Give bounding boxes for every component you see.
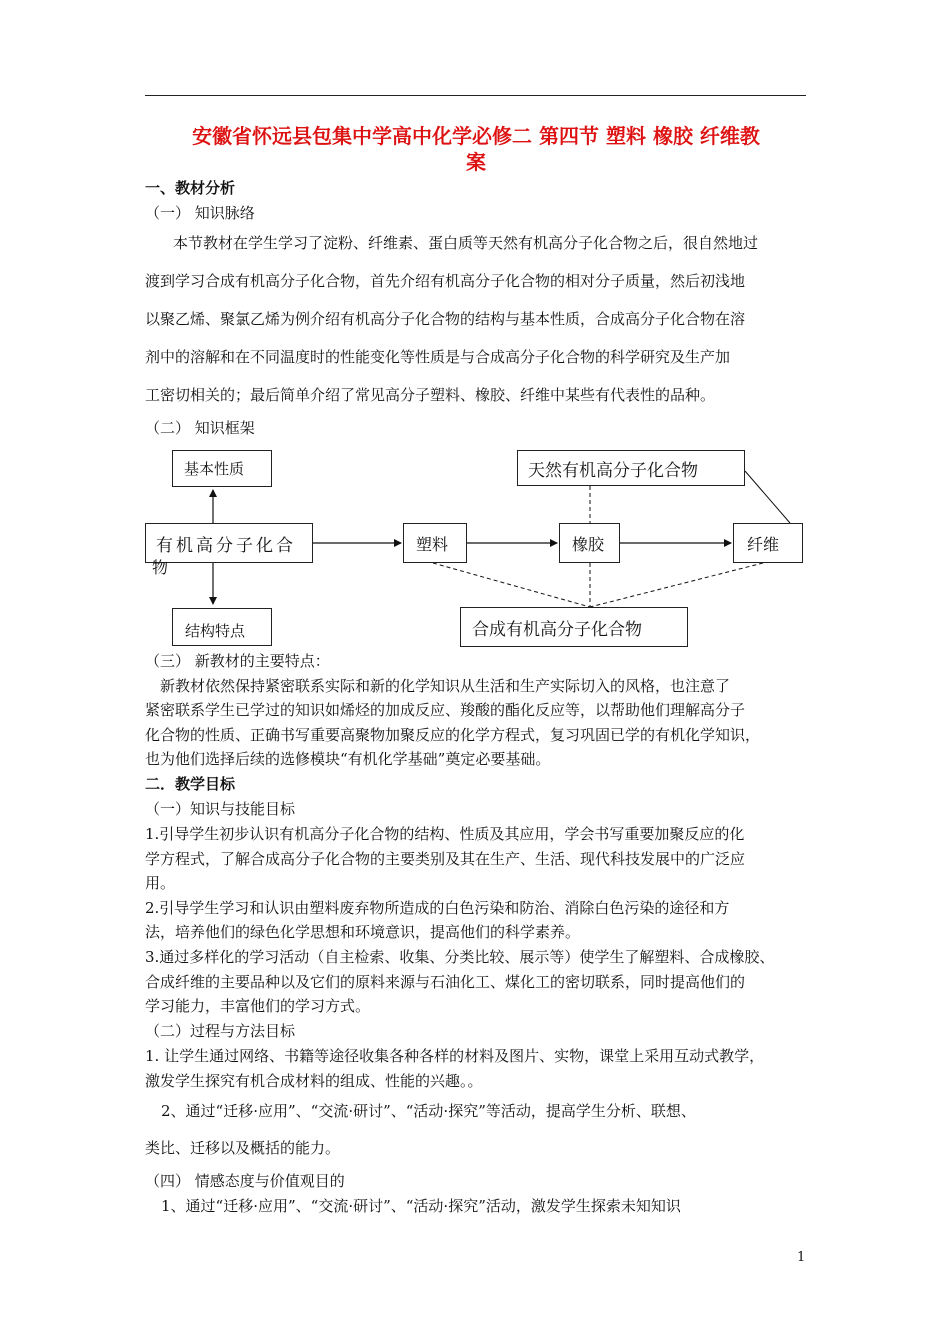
goal-line: 3.通过多样化的学习活动（自主检索、收集、分类比较、展示等）使学生了解塑料、合成橡胶、 [145, 948, 775, 966]
para3-line: 紧密联系学生已学过的知识如烯烃的加成反应、羧酸的酯化反应等，以帮助他们理解高分子 [145, 701, 746, 719]
organic-polymer-label-wrap: 物 [152, 558, 169, 577]
fiber-label: 纤维 [747, 534, 780, 554]
synthetic-polymer-label: 合成有机高分子化合物 [472, 619, 642, 640]
para3-line: 新教材依然保持紧密联系实际和新的化学知识从生活和生产实际切入的风格，也注意了 [160, 677, 731, 695]
goal-line: 法，培养他们的绿色化学思想和环境意识，提高他们的科学素养。 [145, 923, 581, 941]
page-number: 1 [797, 1250, 806, 1265]
structure-features-label: 结构特点 [185, 622, 246, 640]
section2-heading: 二．教学目标 [145, 775, 236, 793]
goal-line: 合成纤维的主要品种以及它们的原料来源与石油化工、煤化工的密切联系，同时提高他们的 [145, 973, 746, 991]
synthetic-fiber-link [590, 563, 763, 607]
para1-line: 本节教材在学生学习了淀粉、纤维素、蛋白质等天然有机高分子化合物之后，很自然地过 [173, 234, 759, 252]
section1-heading: 一、教材分析 [145, 179, 236, 197]
plastic-label: 塑料 [416, 534, 449, 554]
process-line: 类比、迁移以及概括的能力。 [145, 1139, 341, 1157]
goal-line: 2.引导学生学习和认识由塑料废弃物所造成的白色污染和防治、消除白色污染的途径和方 [145, 899, 730, 917]
para1-line: 渡到学习合成有机高分子化合物，首先介绍有机高分子化合物的相对分子质量，然后初浅地 [145, 272, 746, 290]
basic-properties-box [172, 450, 272, 487]
basic-properties-label: 基本性质 [184, 460, 245, 478]
natural-polymer-box [517, 450, 745, 486]
organic-polymer-label: 有机高分子化合 [156, 535, 296, 556]
rubber-box [559, 523, 620, 563]
goal-line: 用。 [145, 874, 176, 892]
process-line: 1. 让学生通过网络、书籍等途径收集各种各样的材料及图片、实物，课堂上采用互动式教学， [145, 1047, 765, 1065]
para3-line: 也为他们选择后续的选修模块“有机化学基础”奠定必要基础。 [145, 750, 551, 768]
goal-line: 学习能力，丰富他们的学习方式。 [145, 997, 371, 1015]
plastic-box [403, 523, 467, 563]
section1-sub2: （二） 知识框架 [145, 419, 255, 437]
goal-line: 1.引导学生初步认识有机高分子化合物的结构、性质及其应用，学会书写重要加聚反应的化 [145, 825, 745, 843]
structure-features-box [172, 608, 272, 646]
para1-line: 剂中的溶解和在不同温度时的性能变化等性质是与合成高分子化合物的科学研究及生产加 [145, 348, 731, 366]
goal-line: 学方程式，了解合成高分子化合物的主要类别及其在生产、生活、现代科技发展中的广泛应 [145, 850, 746, 868]
doc-title-line1: 安徽省怀远县包集中学高中化学必修二 第四节 塑料 橡胶 纤维教 [192, 124, 760, 148]
section1-sub1: （一） 知识脉络 [145, 204, 255, 222]
rubber-label: 橡胶 [572, 534, 605, 554]
doc-title-line2: 案 [466, 150, 486, 174]
section1-sub3: （三） 新教材的主要特点： [145, 652, 330, 670]
organic-polymer-box [145, 523, 313, 563]
para1-line: 以聚乙烯、聚氯乙烯为例介绍有机高分子化合物的结构与基本性质，合成高分子化合物在溶 [145, 310, 746, 328]
process-line: 激发学生探究有机合成材料的组成、性能的兴趣。。 [145, 1072, 483, 1090]
section2-sub1: （一）知识与技能目标 [145, 800, 296, 818]
process-line: 2、通过“迁移·应用”、“交流·研讨”、“活动·探究”等活动，提高学生分析、联想、 [161, 1102, 696, 1120]
fiber-box [733, 523, 803, 563]
synthetic-plastic-link [433, 563, 590, 607]
para3-line: 化合物的性质、正确书写重要高聚物加聚反应的化学方程式，复习巩固已学的有机化学知识， [145, 726, 761, 744]
section2-sub4: （四） 情感态度与价值观目的 [145, 1172, 345, 1190]
natural-polymer-label: 天然有机高分子化合物 [528, 460, 698, 481]
synthetic-polymer-box [460, 607, 688, 647]
section2-sub2: （二）过程与方法目标 [145, 1022, 296, 1040]
natural-fiber-link [745, 471, 790, 523]
emotion-line: 1、通过“迁移·应用”、“交流·研讨”、“活动·探究”活动，激发学生探索未知知识 [161, 1197, 681, 1215]
para1-line: 工密切相关的；最后简单介绍了常见高分子塑料、橡胶、纤维中某些有代表性的品种。 [145, 386, 716, 404]
